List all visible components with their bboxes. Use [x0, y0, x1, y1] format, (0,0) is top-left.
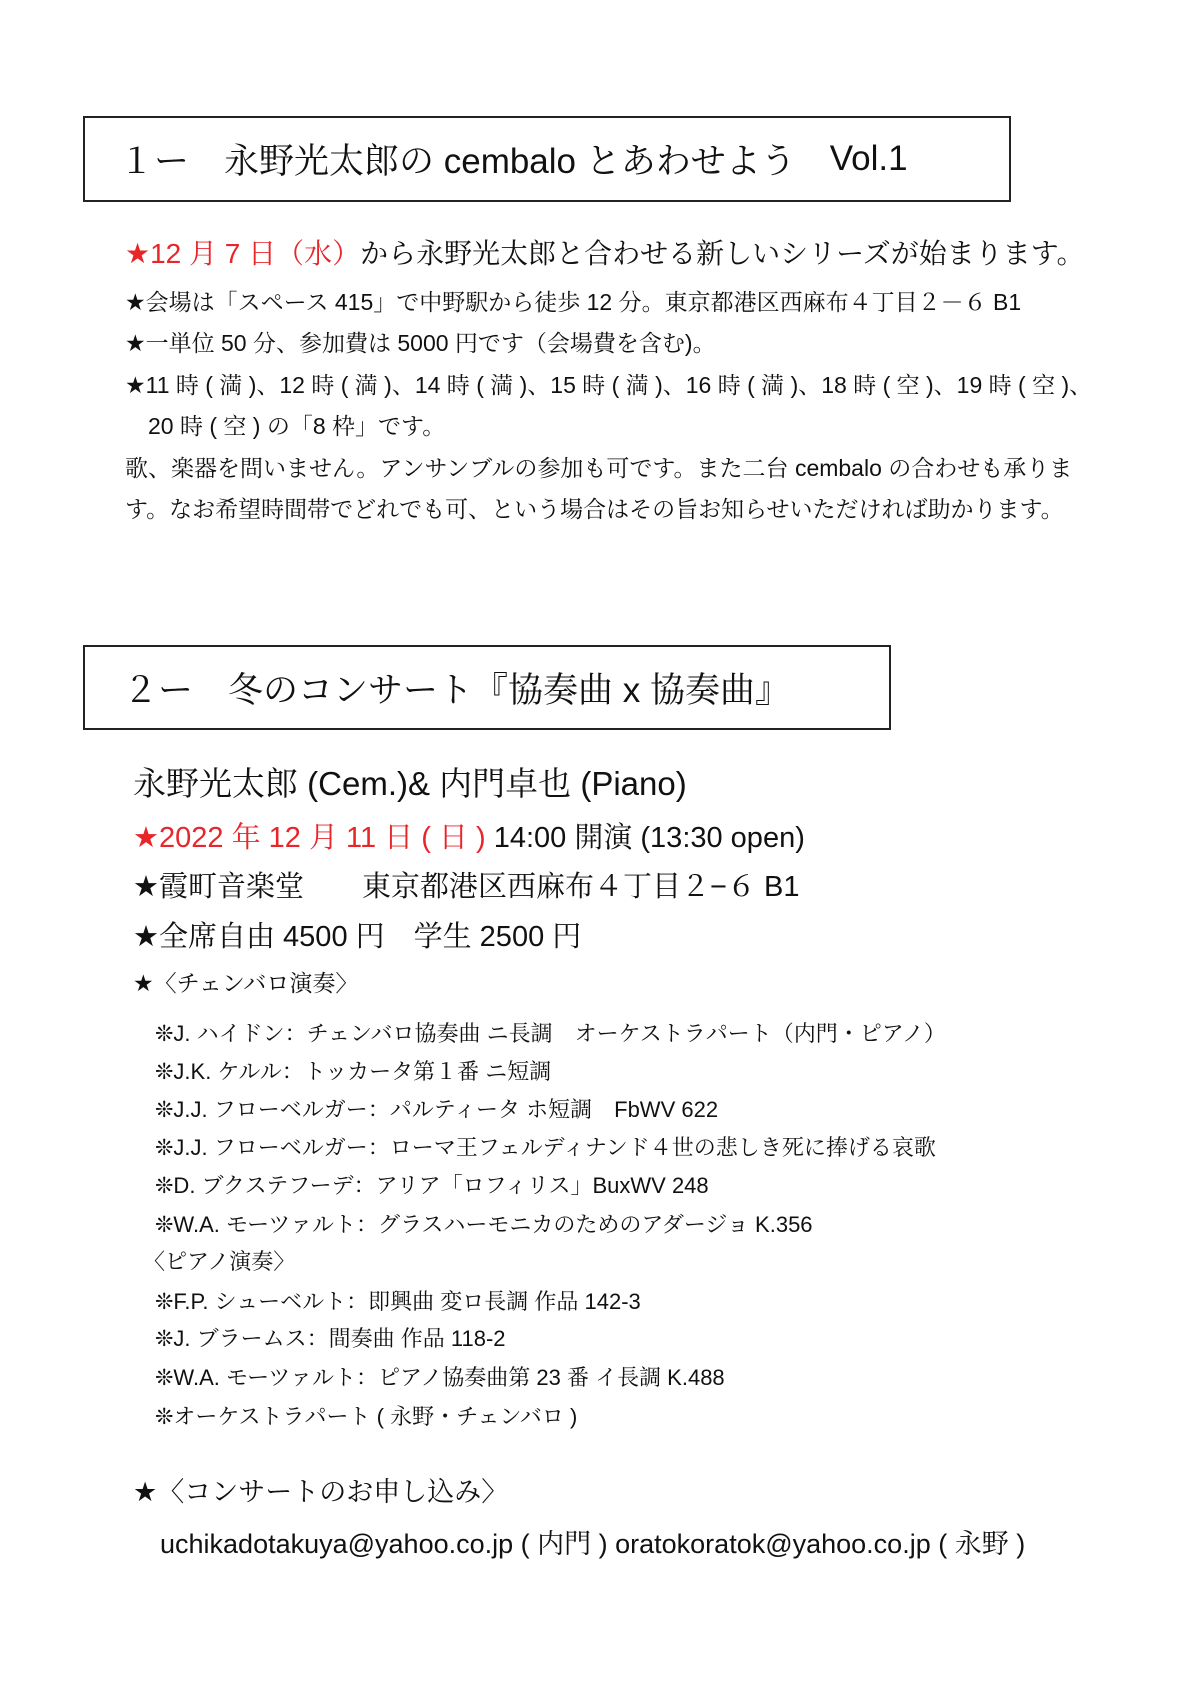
program-item: ❊J. ハイドン：チェンバロ協奏曲 ニ長調 オーケストラパート（内門・ピアノ）: [155, 1021, 946, 1046]
cembalo-header: ★〈チェンバロ演奏〉: [133, 970, 359, 996]
section1-lead-date: ★12 月 7 日（水）: [125, 238, 361, 269]
section1-volume: Vol.1: [829, 139, 908, 178]
section1-lead: [125, 238, 1085, 270]
concert-price: ★全席自由 4500 円 学生 2500 円: [133, 921, 582, 953]
program-item: ❊J.J. フローベルガー：パルティータ ホ短調 FbWV 622: [155, 1097, 719, 1122]
application-header: ★〈コンサートのお申し込み〉: [133, 1477, 509, 1507]
concert-venue: ★霞町音楽堂 東京都港区西麻布４丁目２−６ B1: [133, 871, 800, 903]
program-item: ❊J. ブラームス：間奏曲 作品 118-2: [155, 1326, 506, 1351]
program-item: ❊オーケストラパート ( 永野・チェンバロ ): [155, 1404, 578, 1429]
concert-date-red: ★2022 年 12 月 11 日 ( 日 ): [133, 822, 486, 854]
section2-title-box: [83, 645, 891, 730]
program-item: ❊W.A. モーツァルト：グラスハーモニカのためのアダージョ K.356: [155, 1212, 813, 1237]
concert-date: [133, 822, 805, 855]
section1-title: １ー 永野光太郎の cembalo とあわせよう: [119, 142, 796, 181]
piano-header: 〈ピアノ演奏〉: [143, 1249, 296, 1274]
section1-line: ★11 時 ( 満 )、12 時 ( 満 )、14 時 ( 満 )、15 時 ( 満 )、16 時 ( 満 )、18 時 ( 空 )、19 時 ( 空 )、: [125, 372, 1093, 398]
section1-line: ★一単位 50 分、参加費は 5000 円です（会場費を含む)。: [125, 330, 716, 356]
section1-line: 歌、楽器を問いません。アンサンブルの参加も可です。また二台 cembalo の合わせも承りま: [125, 455, 1073, 481]
program-item: ❊J.K. ケルル：トッカータ第１番 ニ短調: [155, 1059, 552, 1084]
section1-line: 20 時 ( 空 ) の「8 枠」です。: [125, 413, 446, 439]
program-item: ❊W.A. モーツァルト：ピアノ協奏曲第 23 番 イ長調 K.488: [155, 1365, 725, 1390]
section1-line: す。なお希望時間帯でどれでも可、という場合はその旨お知らせいただければ助かります。: [125, 496, 1064, 522]
contact-emails[interactable]: uchikadotakuya@yahoo.co.jp ( 内門 ) oratokoratok@yahoo.co.jp ( 永野 ): [160, 1529, 1026, 1559]
section1-lead-text: から永野光太郎と合わせる新しいシリーズが始まります。: [360, 238, 1085, 269]
program-item: ❊D. ブクステフーデ：アリア「ロフィリス」BuxWV 248: [155, 1173, 709, 1198]
section1-title-box: [83, 116, 1011, 202]
performers: 永野光太郎 (Cem.)& 内門卓也 (Piano): [133, 765, 687, 802]
section1-line: ★会場は「スペース 415」で中野駅から徒歩 12 分。東京都港区西麻布４丁目２－６ B1: [125, 289, 1022, 315]
program-item: ❊J.J. フローベルガー：ローマ王フェルディナンド４世の悲しき死に捧げる哀歌: [155, 1135, 936, 1160]
concert-time: 14:00 開演 (13:30 open): [485, 822, 805, 854]
section2-title: ２ー 冬のコンサート『協奏曲 x 協奏曲』: [123, 670, 790, 710]
program-item: ❊F.P. シューベルト：即興曲 変ロ長調 作品 142-3: [155, 1289, 641, 1314]
